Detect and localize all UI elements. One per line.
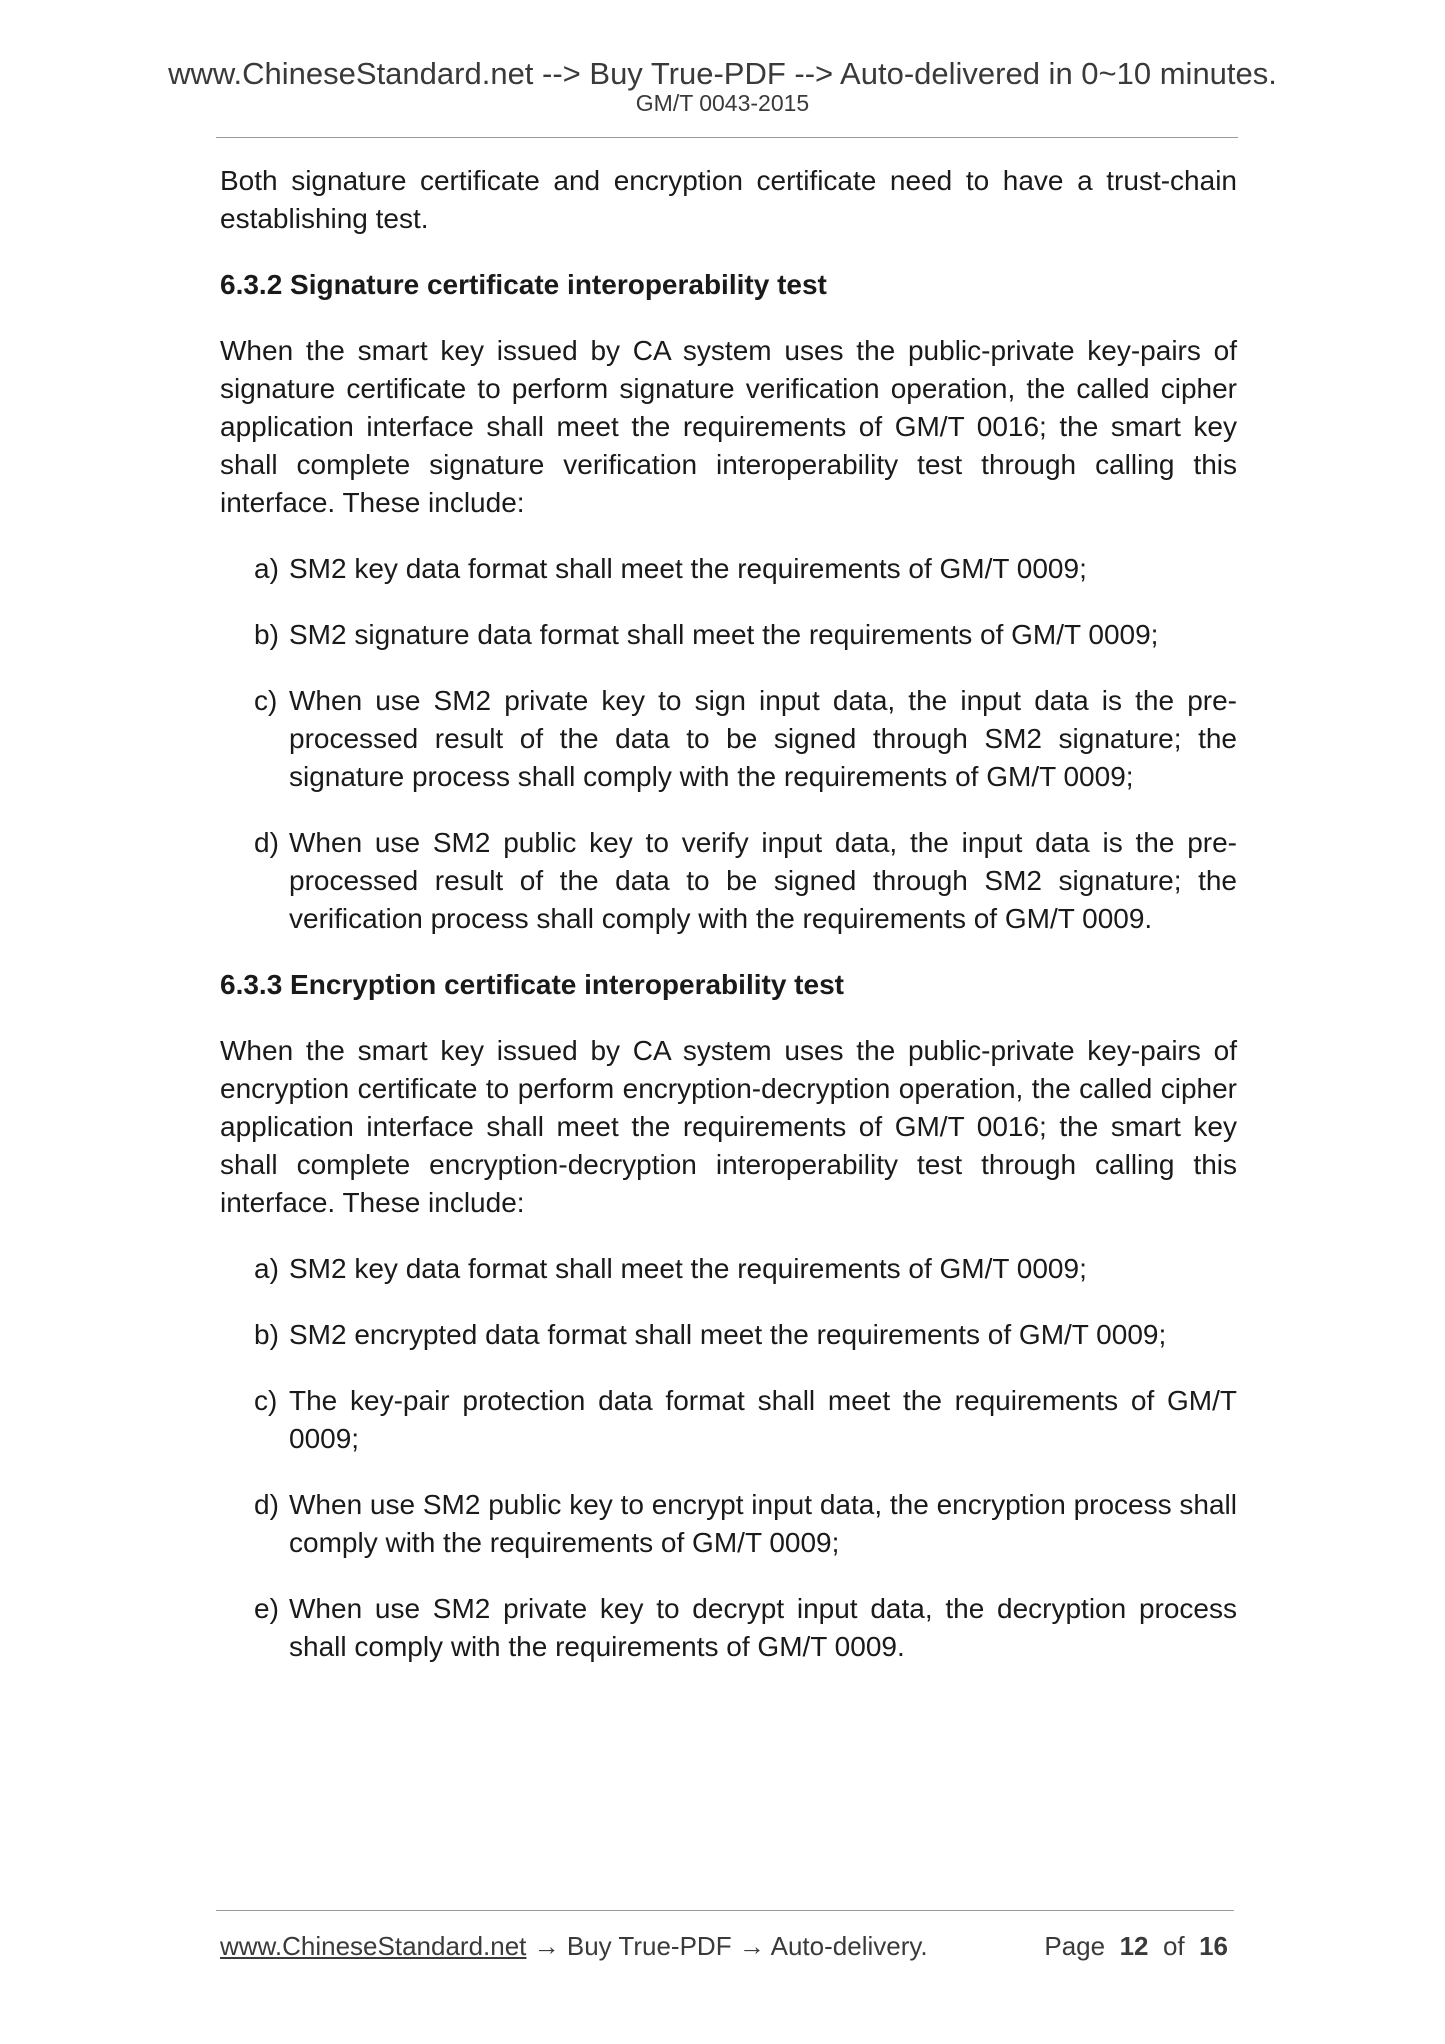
list-item bbox=[254, 682, 1237, 796]
list-item-text: When use SM2 private key to decrypt input data, the decryption process shall comply with the requirements of GM/T 0009. bbox=[289, 1593, 1237, 1662]
footer-delivery-text: Auto-delivery. bbox=[770, 1931, 928, 1961]
list-item bbox=[254, 824, 1237, 938]
list-marker: d) bbox=[254, 1489, 279, 1520]
page-label: Page bbox=[1044, 1931, 1106, 1961]
list-item bbox=[254, 1486, 1237, 1562]
list-item bbox=[254, 1382, 1237, 1458]
list-marker: c) bbox=[254, 685, 278, 716]
list-marker: a) bbox=[254, 553, 279, 584]
total-pages: 16 bbox=[1199, 1931, 1228, 1961]
list-item bbox=[254, 1316, 1237, 1354]
list-item bbox=[254, 1250, 1237, 1288]
of-label: of bbox=[1162, 1931, 1185, 1961]
footer-links bbox=[220, 1930, 928, 1962]
list-item-text: SM2 key data format shall meet the requirements of GM/T 0009; bbox=[289, 553, 1087, 584]
list-marker: b) bbox=[254, 1319, 279, 1350]
section-633-heading: 6.3.3 Encryption certificate interoperability test bbox=[220, 969, 844, 1000]
intro-paragraph: Both signature certificate and encryption certificate need to have a trust-chain establishing test. bbox=[220, 165, 1237, 234]
document-code: GM/T 0043-2015 bbox=[635, 90, 810, 116]
site-banner: www.ChineseStandard.net --> Buy True-PDF --> Auto-delivered in 0~10 minutes. bbox=[168, 56, 1277, 91]
footer-site-link[interactable]: www.ChineseStandard.net bbox=[220, 1931, 527, 1961]
list-item bbox=[254, 1590, 1237, 1666]
list-marker: a) bbox=[254, 1253, 279, 1284]
list-item bbox=[254, 550, 1237, 588]
page-indicator bbox=[1044, 1930, 1228, 1962]
list-item-text: When use SM2 public key to verify input data, the input data is the pre-processed result of the data to be signed through SM2 signature; the verification process shall comply with the requirements of GM/T 0009. bbox=[289, 827, 1237, 934]
list-marker: e) bbox=[254, 1593, 279, 1624]
list-item-text: When use SM2 private key to sign input data, the input data is the pre-processed result of the data to be signed through SM2 signature; the signature process shall comply with the requirements of GM/T 0009; bbox=[289, 685, 1237, 792]
list-item-text: The key-pair protection data format shall meet the requirements of GM/T 0009; bbox=[289, 1385, 1237, 1454]
section-633-paragraph: When the smart key issued by CA system uses the public-private key-pairs of encryption certificate to perform encryption-decryption operation, the called cipher application interface shall meet the requirements of GM/T 0016; the smart key shall complete encryption-decryption interoperability test through calling this interface. These include: bbox=[220, 1035, 1237, 1218]
list-marker: c) bbox=[254, 1385, 278, 1416]
list-item-text: SM2 signature data format shall meet the requirements of GM/T 0009; bbox=[289, 619, 1159, 650]
header-divider bbox=[216, 137, 1238, 138]
section-632-heading: 6.3.2 Signature certificate interoperability test bbox=[220, 269, 827, 300]
list-item-text: When use SM2 public key to encrypt input data, the encryption process shall comply with the requirements of GM/T 0009; bbox=[289, 1489, 1237, 1558]
arrow-right-icon: → bbox=[533, 1931, 560, 1961]
footer-buy-text: Buy True-PDF bbox=[566, 1931, 732, 1961]
page-content bbox=[220, 162, 1237, 1694]
page-number: 12 bbox=[1119, 1931, 1149, 1961]
arrow-right-icon: → bbox=[738, 1931, 765, 1961]
list-item-text: SM2 encrypted data format shall meet the requirements of GM/T 0009; bbox=[289, 1319, 1167, 1350]
list-item-text: SM2 key data format shall meet the requirements of GM/T 0009; bbox=[289, 1253, 1087, 1284]
list-marker: d) bbox=[254, 827, 279, 858]
list-marker: b) bbox=[254, 619, 279, 650]
section-632-paragraph: When the smart key issued by CA system uses the public-private key-pairs of signature certificate to perform signature verification operation, the called cipher application interface shall meet the requirements of GM/T 0016; the smart key shall complete signature verification interoperability test through calling this interface. These include: bbox=[220, 335, 1237, 518]
footer-divider bbox=[216, 1910, 1234, 1911]
list-item bbox=[254, 616, 1237, 654]
